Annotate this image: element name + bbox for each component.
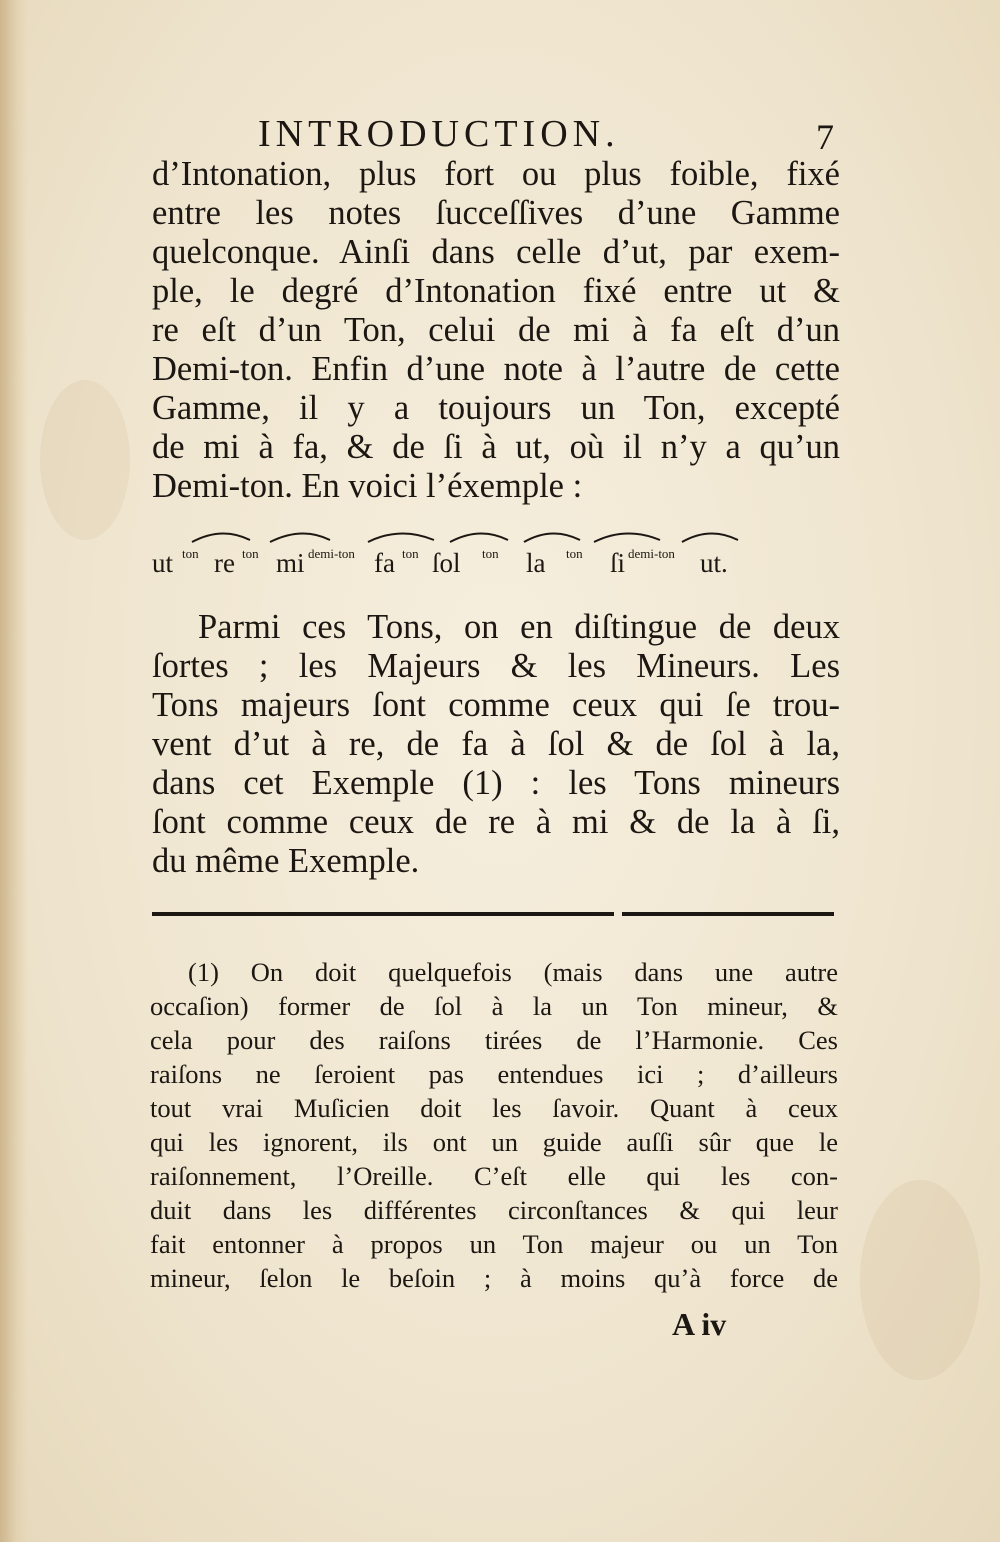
- scale-interval: demi-ton: [308, 546, 355, 561]
- running-head: [150, 112, 840, 158]
- slur-arc: [682, 533, 738, 542]
- text-line: re eſt d’un Ton, celui de mi à fa eſt d’un: [152, 311, 840, 349]
- text-line: Parmi ces Tons, on en diſtingue de deux: [198, 608, 840, 646]
- scale-interval: ton: [566, 546, 583, 561]
- scale-note: ſi: [610, 548, 626, 578]
- slur-arc: [368, 533, 434, 542]
- scale-note: fa: [374, 548, 395, 578]
- text-line: d’Intonation, plus fort ou plus foible, fixé: [152, 155, 840, 193]
- slur-arc: [594, 533, 660, 542]
- scale-example: [152, 528, 842, 578]
- slur-arc: [270, 533, 330, 542]
- footnote-line: raiſonnement, l’Oreille. C’eſt elle qui les con-: [150, 1161, 838, 1191]
- text-line: Demi-ton. En voici l’éxemple :: [152, 467, 583, 505]
- footnote-line: raiſons ne ſeroient pas entendues ici ; d’ailleurs: [150, 1059, 838, 1089]
- slur-arc: [192, 533, 250, 542]
- text-line: ſont comme ceux de re à mi & de la à ſi,: [152, 803, 840, 841]
- paragraph-2: [152, 608, 840, 881]
- text-line: Demi-ton. Enfin d’une note à l’autre de cette: [152, 350, 840, 388]
- footnote-line: fait entonner à propos un Ton majeur ou un Ton: [150, 1229, 838, 1259]
- scale-interval: ton: [402, 546, 419, 561]
- footnote-line: (1) On doit quelquefois (mais dans une autre: [188, 957, 838, 987]
- scale-note: ut.: [700, 548, 728, 578]
- scale-interval: ton: [182, 546, 199, 561]
- paragraph-1: [152, 155, 840, 506]
- footnote-rule: [152, 912, 614, 916]
- paper-stain: [860, 1180, 980, 1380]
- footnote-line: mineur, ſelon le beſoin ; à moins qu’à force de: [150, 1263, 838, 1293]
- footnote-line: qui les ignorent, ils ont un guide auſſi sûr que le: [150, 1127, 838, 1157]
- text-line: ſortes ; les Majeurs & les Mineurs. Les: [152, 647, 840, 685]
- text-line: de mi à fa, & de ſi à ut, où il n’y a qu’un: [152, 428, 840, 466]
- footnote-line: duit dans les différentes circonſtances & qui leur: [150, 1195, 838, 1225]
- text-line: quelconque. Ainſi dans celle d’ut, par exem-: [152, 233, 840, 271]
- text-line: vent d’ut à re, de fa à ſol & de ſol à la,: [152, 725, 840, 763]
- text-line: dans cet Exemple (1) : les Tons mineurs: [152, 764, 840, 802]
- text-line: du même Exemple.: [152, 842, 420, 880]
- page-number: 7: [816, 117, 834, 157]
- signature-mark: A iv: [672, 1306, 727, 1342]
- text-line: Gamme, il y a toujours un Ton, excepté: [152, 389, 840, 427]
- scale-note: ſol: [432, 548, 461, 578]
- slur-arc: [524, 533, 580, 542]
- footnote-line: tout vrai Muſicien doit les ſavoir. Quant à ceux: [150, 1093, 838, 1123]
- text-line: ple, le degré d’Intonation fixé entre ut &: [152, 272, 840, 310]
- scale-interval: ton: [242, 546, 259, 561]
- running-title: INTRODUCTION.: [258, 113, 620, 155]
- scale-interval: demi-ton: [628, 546, 675, 561]
- footnote-line: cela pour des raiſons tirées de l’Harmonie. Ces: [150, 1025, 838, 1055]
- page-edge-shadow: [0, 0, 28, 1542]
- text-line: entre les notes ſucceſſives d’une Gamme: [152, 194, 840, 232]
- scale-note: re: [214, 548, 235, 578]
- scale-note: ut: [152, 548, 174, 578]
- paper-stain: [40, 380, 130, 540]
- scale-note: la: [526, 548, 546, 578]
- scale-interval: ton: [482, 546, 499, 561]
- footnote-line: occaſion) former de ſol à la un Ton mineur, &: [150, 991, 838, 1021]
- text-line: Tons majeurs ſont comme ceux qui ſe trou-: [152, 686, 840, 724]
- footnote-rule: [622, 912, 834, 916]
- slur-arc: [450, 533, 508, 542]
- scale-note: mi: [276, 548, 305, 578]
- footnote: [150, 955, 838, 1295]
